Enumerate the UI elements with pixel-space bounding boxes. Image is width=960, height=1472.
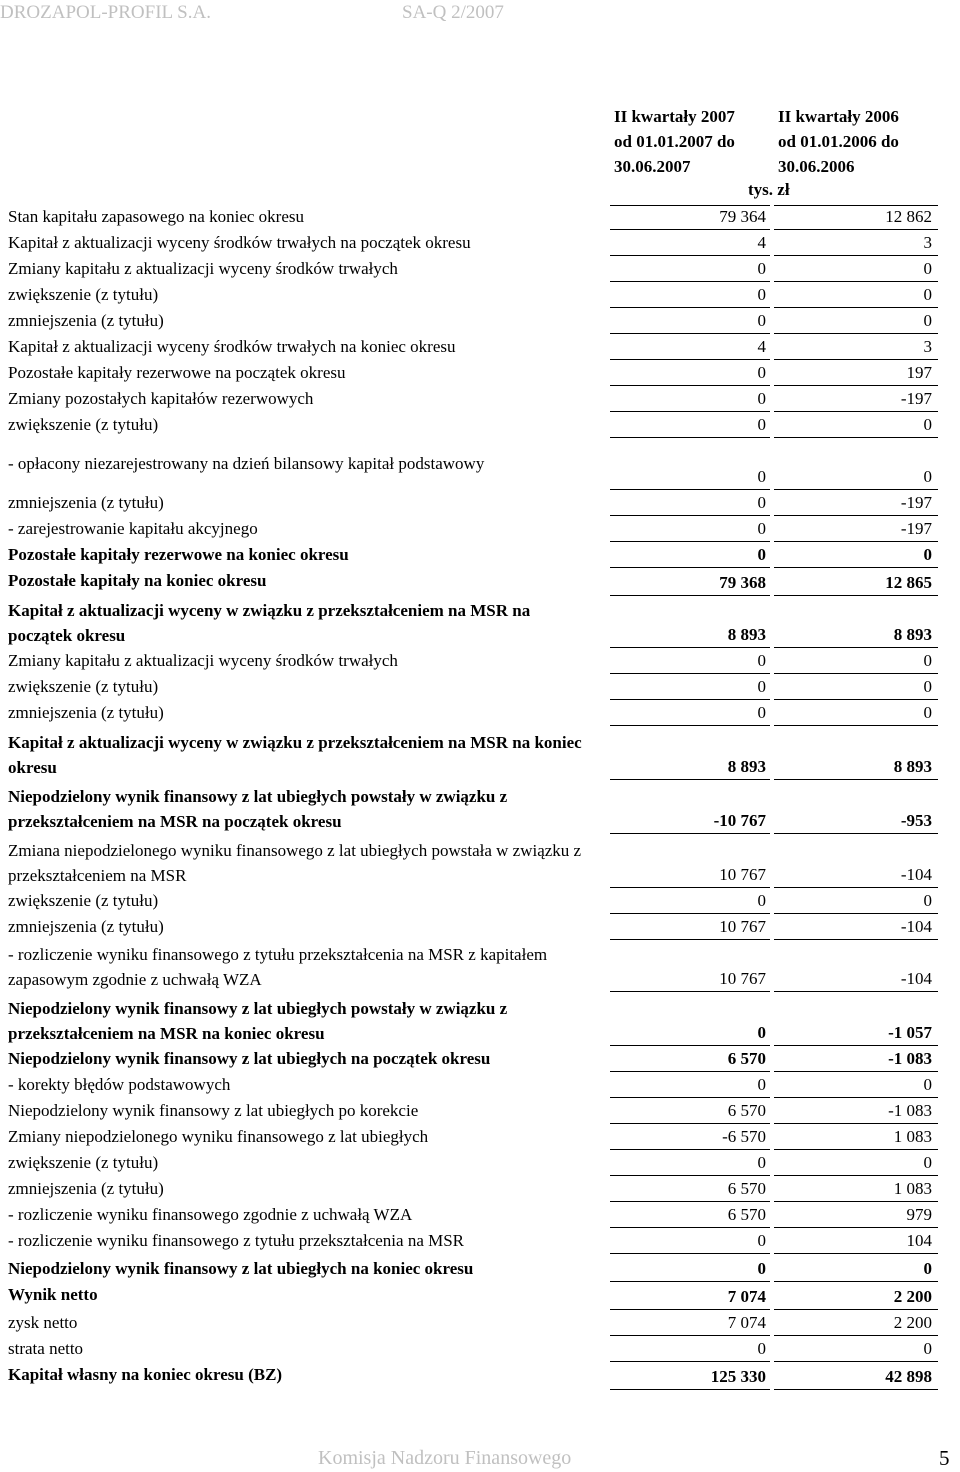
value-2007: 8 893 [610, 624, 770, 648]
table-row [0, 836, 960, 888]
value-2007: 6 570 [610, 1100, 770, 1124]
row-label: - rozliczenie wyniku finansowego z tytułu przekształcenia na MSR z kapitałem zapasowym zgodnie z uchwałą WZA [8, 945, 548, 989]
value-2007: -6 570 [610, 1126, 770, 1150]
value-2006: -1 083 [774, 1048, 938, 1072]
column-header-line: II kwartały 2006 [778, 107, 899, 126]
header-report: SA-Q 2/2007 [402, 2, 504, 23]
row-label: zysk netto [8, 1313, 78, 1332]
value-2006: 979 [774, 1204, 938, 1228]
value-2007: 79 364 [610, 205, 770, 230]
table-row [0, 516, 960, 542]
value-2007: 0 [610, 466, 770, 490]
table-row [0, 1072, 960, 1098]
row-label: Niepodzielony wynik finansowy z lat ubiegłych na początek okresu [8, 1049, 491, 1068]
row-label: Niepodzielony wynik finansowy z lat ubiegłych powstały w związku z przekształceniem na MSR na początek okresu [8, 787, 508, 831]
value-2007: 8 893 [610, 756, 770, 780]
value-2007: 10 767 [610, 968, 770, 992]
table-row [0, 282, 960, 308]
value-2006: 0 [774, 650, 938, 674]
row-label: Zmiany pozostałych kapitałów rezerwowych [8, 389, 314, 408]
value-2006: -197 [774, 518, 938, 542]
value-2007: 0 [610, 1022, 770, 1046]
table-row-total [0, 1046, 960, 1072]
value-2007: 0 [610, 702, 770, 726]
table-row-total [0, 1282, 960, 1310]
table-row-total [0, 728, 960, 780]
value-2006: 1 083 [774, 1178, 938, 1202]
value-2007: 0 [610, 676, 770, 700]
table-row-total [0, 568, 960, 596]
value-2006: -197 [774, 492, 938, 516]
table-row-total [0, 1362, 960, 1390]
row-label: Kapitał z aktualizacji wyceny środków trwałych na koniec okresu [8, 337, 456, 356]
row-label: zmniejszenia (z tytułu) [8, 493, 164, 512]
value-2006: 2 200 [774, 1286, 938, 1310]
column-header-2007 [614, 104, 774, 179]
row-label: Wynik netto [8, 1285, 98, 1304]
row-label: zmniejszenia (z tytułu) [8, 703, 164, 722]
row-label: Niepodzielony wynik finansowy z lat ubiegłych po korekcie [8, 1101, 419, 1120]
column-header-line: 30.06.2006 [778, 157, 855, 176]
table-row [0, 1336, 960, 1362]
row-label: - opłacony niezarejestrowany na dzień bilansowy kapitał podstawowy [8, 454, 485, 473]
row-label: Stan kapitału zapasowego na koniec okresu [8, 207, 304, 226]
table-row-total [0, 782, 960, 834]
table-row [0, 1176, 960, 1202]
row-label: Zmiany niepodzielonego wyniku finansowego z lat ubiegłych [8, 1127, 429, 1146]
column-header-2006 [778, 104, 938, 179]
table-row [0, 888, 960, 914]
row-label: zwiększenie (z tytułu) [8, 891, 159, 910]
row-label: Niepodzielony wynik finansowy z lat ubiegłych powstały w związku z przekształceniem na MSR na koniec okresu [8, 999, 508, 1043]
value-2006: -953 [774, 810, 938, 834]
table-row [0, 1124, 960, 1150]
column-header-line: 30.06.2007 [614, 157, 691, 176]
value-2006: 3 [774, 336, 938, 360]
value-2006: 42 898 [774, 1366, 938, 1390]
row-label: Pozostałe kapitały rezerwowe na początek okresu [8, 363, 346, 382]
table-row-total [0, 1256, 960, 1282]
value-2006: 0 [774, 284, 938, 308]
table-row [0, 256, 960, 282]
table-row-total [0, 542, 960, 568]
table-row [0, 1150, 960, 1176]
value-2007: -10 767 [610, 810, 770, 834]
value-2007: 0 [610, 1074, 770, 1098]
row-label: Pozostałe kapitały rezerwowe na koniec okresu [8, 545, 349, 564]
row-label: Kapitał z aktualizacji wyceny w związku z przekształceniem na MSR na początek okresu [8, 601, 531, 645]
value-2006: 8 893 [774, 624, 938, 648]
row-label: - korekty błędów podstawowych [8, 1075, 231, 1094]
value-2007: 10 767 [610, 864, 770, 888]
row-label: Zmiany kapitału z aktualizacji wyceny środków trwałych [8, 259, 398, 278]
value-2007: 0 [610, 1230, 770, 1254]
footer-text: Komisja Nadzoru Finansowego [318, 1447, 572, 1469]
value-2007: 0 [610, 388, 770, 412]
value-2006: 0 [774, 310, 938, 334]
table-row [0, 386, 960, 412]
row-label: Niepodzielony wynik finansowy z lat ubiegłych na koniec okresu [8, 1259, 474, 1278]
value-2006: -1 057 [774, 1022, 938, 1046]
value-2006: -104 [774, 968, 938, 992]
value-2006: 2 200 [774, 1312, 938, 1336]
value-2006: 12 862 [774, 205, 938, 230]
table-row [0, 438, 960, 490]
value-2006: 1 083 [774, 1126, 938, 1150]
value-2007: 6 570 [610, 1178, 770, 1202]
table-row [0, 1202, 960, 1228]
row-label: zwiększenie (z tytułu) [8, 285, 159, 304]
table-row [0, 334, 960, 360]
unit-label: tys. zł [748, 180, 790, 199]
value-2006: 104 [774, 1230, 938, 1254]
table-row [0, 700, 960, 726]
row-label: zwiększenie (z tytułu) [8, 1153, 159, 1172]
row-label: zmniejszenia (z tytułu) [8, 917, 164, 936]
value-2007: 0 [610, 1152, 770, 1176]
value-2007: 10 767 [610, 916, 770, 940]
row-label: - rozliczenie wyniku finansowego zgodnie z uchwałą WZA [8, 1205, 413, 1224]
value-2006: 0 [774, 258, 938, 282]
value-2006: 0 [774, 1152, 938, 1176]
table-row [0, 914, 960, 940]
value-2007: 0 [610, 890, 770, 914]
row-label: Pozostałe kapitały na koniec okresu [8, 571, 267, 590]
value-2007: 0 [610, 492, 770, 516]
value-2007: 0 [610, 258, 770, 282]
row-label: zwiększenie (z tytułu) [8, 677, 159, 696]
row-label: Kapitał z aktualizacji wyceny w związku z przekształceniem na MSR na koniec okresu [8, 733, 582, 777]
value-2007: 0 [610, 1338, 770, 1362]
table-row [0, 1098, 960, 1124]
table-row [0, 648, 960, 674]
value-2007: 0 [610, 362, 770, 386]
value-2006: -197 [774, 388, 938, 412]
row-label: zwiększenie (z tytułu) [8, 415, 159, 434]
table-row-total [0, 596, 960, 648]
value-2007: 6 570 [610, 1048, 770, 1072]
table-row [0, 1228, 960, 1254]
value-2006: -104 [774, 916, 938, 940]
table-row [0, 360, 960, 386]
value-2007: 0 [610, 414, 770, 438]
row-label: Zmiany kapitału z aktualizacji wyceny środków trwałych [8, 651, 398, 670]
value-2007: 4 [610, 336, 770, 360]
value-2006: 0 [774, 414, 938, 438]
table-row [0, 674, 960, 700]
table-row [0, 230, 960, 256]
row-label: Kapitał z aktualizacji wyceny środków trwałych na początek okresu [8, 233, 471, 252]
column-header-line: od 01.01.2006 do [778, 132, 899, 151]
value-2007: 0 [610, 544, 770, 568]
row-label: zmniejszenia (z tytułu) [8, 1179, 164, 1198]
value-2006: 12 865 [774, 572, 938, 596]
value-2006: 0 [774, 544, 938, 568]
row-label: - rozliczenie wyniku finansowego z tytułu przekształcenia na MSR [8, 1231, 465, 1250]
value-2007: 0 [610, 310, 770, 334]
value-2006: 0 [774, 1338, 938, 1362]
value-2007: 0 [610, 650, 770, 674]
table-row [0, 204, 960, 230]
value-2007: 7 074 [610, 1312, 770, 1336]
value-2007: 0 [610, 1258, 770, 1282]
value-2007: 125 330 [610, 1366, 770, 1390]
value-2006: 8 893 [774, 756, 938, 780]
value-2006: 0 [774, 890, 938, 914]
value-2007: 4 [610, 232, 770, 256]
value-2007: 0 [610, 518, 770, 542]
row-label: zmniejszenia (z tytułu) [8, 311, 164, 330]
value-2007: 0 [610, 284, 770, 308]
value-2006: -1 083 [774, 1100, 938, 1124]
value-2006: 3 [774, 232, 938, 256]
table-row [0, 940, 960, 992]
table-row [0, 1310, 960, 1336]
value-2006: 0 [774, 702, 938, 726]
value-2006: 0 [774, 676, 938, 700]
value-2006: 0 [774, 1258, 938, 1282]
column-header-line: od 01.01.2007 do [614, 132, 735, 151]
table-row [0, 490, 960, 516]
row-label: Zmiana niepodzielonego wyniku finansowego z lat ubiegłych powstała w związku z przekształceniem na MSR [8, 841, 582, 885]
header-company: DROZAPOL-PROFIL S.A. [0, 2, 211, 23]
page-number: 5 [939, 1446, 950, 1470]
value-2006: 0 [774, 1074, 938, 1098]
column-header-line: II kwartały 2007 [614, 107, 735, 126]
table-row-total [0, 994, 960, 1046]
value-2006: -104 [774, 864, 938, 888]
value-2007: 79 368 [610, 572, 770, 596]
value-2006: 197 [774, 362, 938, 386]
row-label: strata netto [8, 1339, 84, 1358]
table-row [0, 308, 960, 334]
row-label: - zarejestrowanie kapitału akcyjnego [8, 519, 258, 538]
value-2007: 6 570 [610, 1204, 770, 1228]
row-label: Kapitał własny na koniec okresu (BZ) [8, 1365, 283, 1384]
value-2007: 7 074 [610, 1286, 770, 1310]
table-row [0, 412, 960, 438]
value-2006: 0 [774, 466, 938, 490]
